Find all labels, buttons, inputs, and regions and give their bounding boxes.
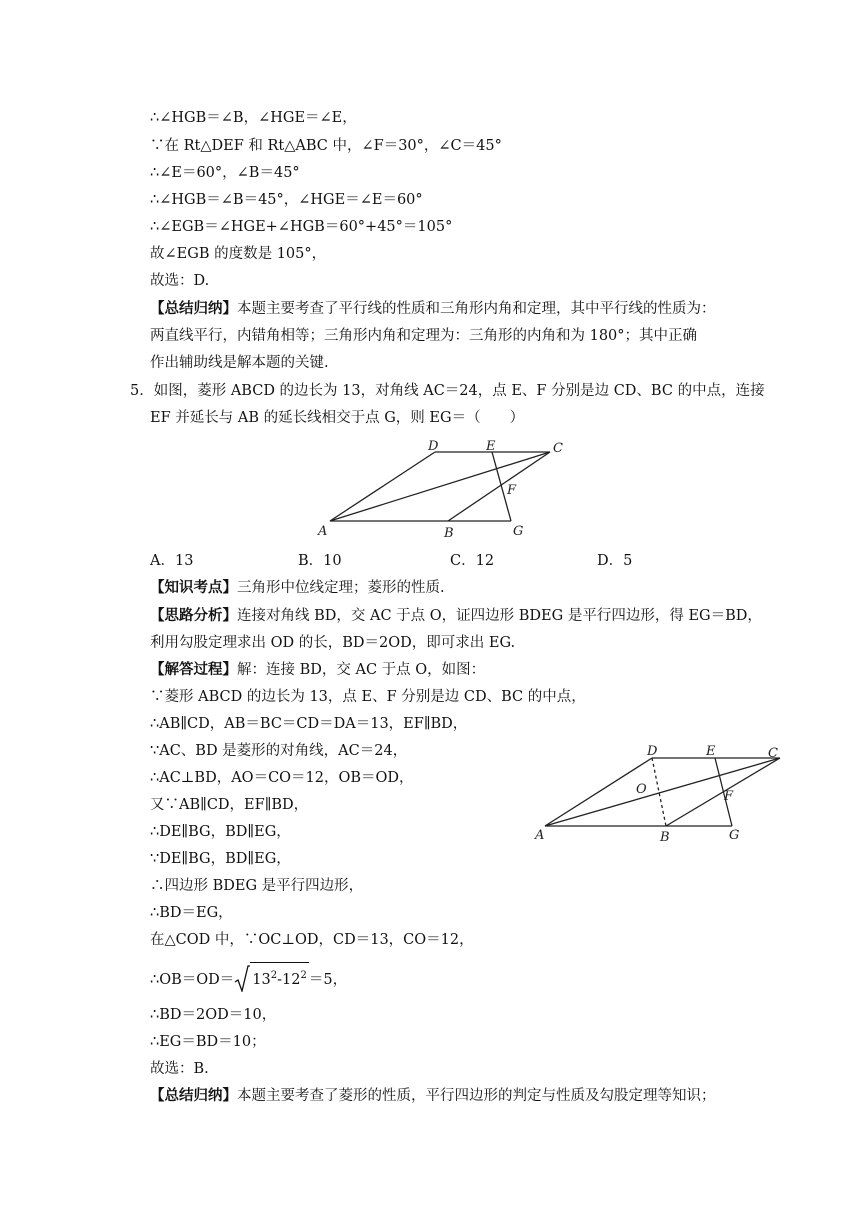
prev-line-6: 故∠EGB 的度数是 105°，	[150, 246, 327, 262]
knowledge-tag: 【知识考点】	[150, 579, 237, 596]
prev-line-5: ∴∠EGB＝∠HGE+∠HGB＝60°+45°＝105°	[150, 219, 453, 235]
prev-summary-text-1: 本题主要考查了平行线的性质和三角形内角和定理，其中平行线的性质为：	[237, 301, 716, 317]
sqrt-radicand	[250, 962, 309, 991]
knowledge-line	[150, 578, 445, 598]
fig2-label-e: E	[706, 744, 716, 759]
solution-sqrt-line	[150, 962, 347, 995]
analysis-tag: 【思路分析】	[150, 607, 237, 624]
prev-summary-line-3: 作出辅助线是解本题的关键.	[150, 355, 329, 371]
option-d: D．5	[597, 553, 633, 569]
option-b: B．10	[298, 553, 342, 569]
fig1-label-g: G	[513, 524, 524, 539]
solution-line-8: ∴四边形 BDEG 是平行四边形，	[150, 878, 364, 894]
solution-line-3: ∵AC、BD 是菱形的对角线，AC＝24，	[150, 743, 408, 759]
prev-summary-line-1	[150, 299, 716, 319]
fig2-label-c: C	[768, 746, 778, 761]
fig2-label-f: F	[724, 789, 734, 804]
sqrt-base-1: 13	[252, 971, 271, 988]
fig1-label-c: C	[553, 441, 563, 456]
prev-line-2: ∵在 Rt△DEF 和 Rt△ABC 中，∠F＝30°，∠C＝45°	[150, 138, 502, 154]
solution-line-5: 又∵AB∥CD，EF∥BD，	[150, 797, 309, 813]
fig2-label-g: G	[729, 828, 740, 843]
sqrt-minus: -	[277, 971, 283, 988]
rhombus-figure-2	[530, 738, 790, 848]
summary2-tag: 【总结归纳】	[150, 1087, 237, 1104]
prev-line-1: ∴∠HGB＝∠B，∠HGE＝∠E，	[150, 110, 357, 126]
fig2-line-ac	[545, 758, 780, 826]
fig1-line-cb	[448, 452, 550, 521]
option-c: C．12	[450, 553, 495, 569]
fig2-label-d: D	[647, 744, 658, 759]
analysis-line-2: 利用勾股定理求出 OD 的长，BD＝2OD，即可求出 EG.	[150, 635, 516, 651]
prev-summary-line-2: 两直线平行，内错角相等；三角形内角和定理为：三角形的内角和为 180°；其中正确	[150, 328, 698, 344]
solution-first-text: 解：连接 BD，交 AC 于点 O，如图：	[237, 662, 486, 678]
rhombus-figure-1	[300, 434, 580, 542]
solution-tag: 【解答过程】	[150, 661, 237, 678]
prev-line-4: ∴∠HGB＝∠B＝45°，∠HGE＝∠E＝60°	[150, 192, 423, 208]
sqrt-radical-icon	[234, 964, 250, 992]
solution-after-1: ∴BD＝2OD＝10，	[150, 1007, 277, 1023]
fig1-label-a: A	[318, 524, 328, 539]
sqrt-exp-1: 2	[270, 970, 278, 981]
analysis-line-1	[150, 606, 762, 626]
fig2-label-o: O	[636, 782, 647, 797]
solution-line-first	[150, 660, 485, 680]
solution-after-3: 故选：B.	[150, 1061, 209, 1077]
sqrt-suffix: ＝5，	[308, 971, 348, 988]
solution-line-9: ∴BD＝EG，	[150, 905, 233, 921]
prev-line-7: 故选：D.	[150, 273, 210, 289]
summary2-text: 本题主要考查了菱形的性质，平行四边形的判定与性质及勾股定理等知识；	[237, 1088, 716, 1104]
solution-after-2: ∴EG＝BD＝10；	[150, 1034, 266, 1050]
fig1-line-ac	[330, 452, 550, 521]
option-a: A．13	[150, 553, 194, 569]
solution-line-1: ∵菱形 ABCD 的边长为 13，点 E、F 分别是边 CD、BC 的中点，	[150, 689, 586, 705]
summary2-line	[150, 1086, 716, 1106]
solution-line-6: ∴DE∥BG，BD∥EG，	[150, 824, 291, 840]
analysis-text-1: 连接对角线 BD，交 AC 于点 O，证四边形 BDEG 是平行四边形，得 EG＝BD，	[237, 608, 762, 624]
fig1-label-d: D	[428, 439, 439, 454]
prev-line-3: ∴∠E＝60°，∠B＝45°	[150, 165, 300, 181]
question-line-2: EF 并延长与 AB 的延长线相交于点 G，则 EG＝（ ）	[150, 410, 525, 426]
fig2-label-b: B	[660, 830, 670, 845]
sqrt-base-2: 12	[282, 971, 301, 988]
fig1-label-e: E	[486, 439, 496, 454]
fig1-line-ad	[330, 452, 435, 521]
sqrt-prefix: ∴OB＝OD＝	[150, 971, 235, 988]
sqrt-exp-2: 2	[300, 970, 307, 981]
knowledge-text: 三角形中位线定理；菱形的性质.	[237, 580, 445, 596]
fig1-label-b: B	[444, 526, 454, 541]
solution-line-7: ∵DE∥BG，BD∥EG，	[150, 851, 291, 867]
solution-line-10: 在△COD 中，∵OC⊥OD，CD＝13，CO＝12，	[150, 932, 474, 948]
solution-line-2: ∴AB∥CD，AB＝BC＝CD＝DA＝13，EF∥BD，	[150, 716, 468, 732]
fig1-label-f: F	[507, 483, 517, 498]
summary-tag: 【总结归纳】	[150, 300, 237, 317]
fig2-label-a: A	[535, 828, 545, 843]
question-line-1: 5．如图，菱形 ABCD 的边长为 13，对角线 AC＝24，点 E、F 分别是边 CD、BC 的中点，连接	[130, 383, 765, 399]
solution-line-4: ∴AC⊥BD，AO＝CO＝12，OB＝OD，	[150, 770, 414, 786]
